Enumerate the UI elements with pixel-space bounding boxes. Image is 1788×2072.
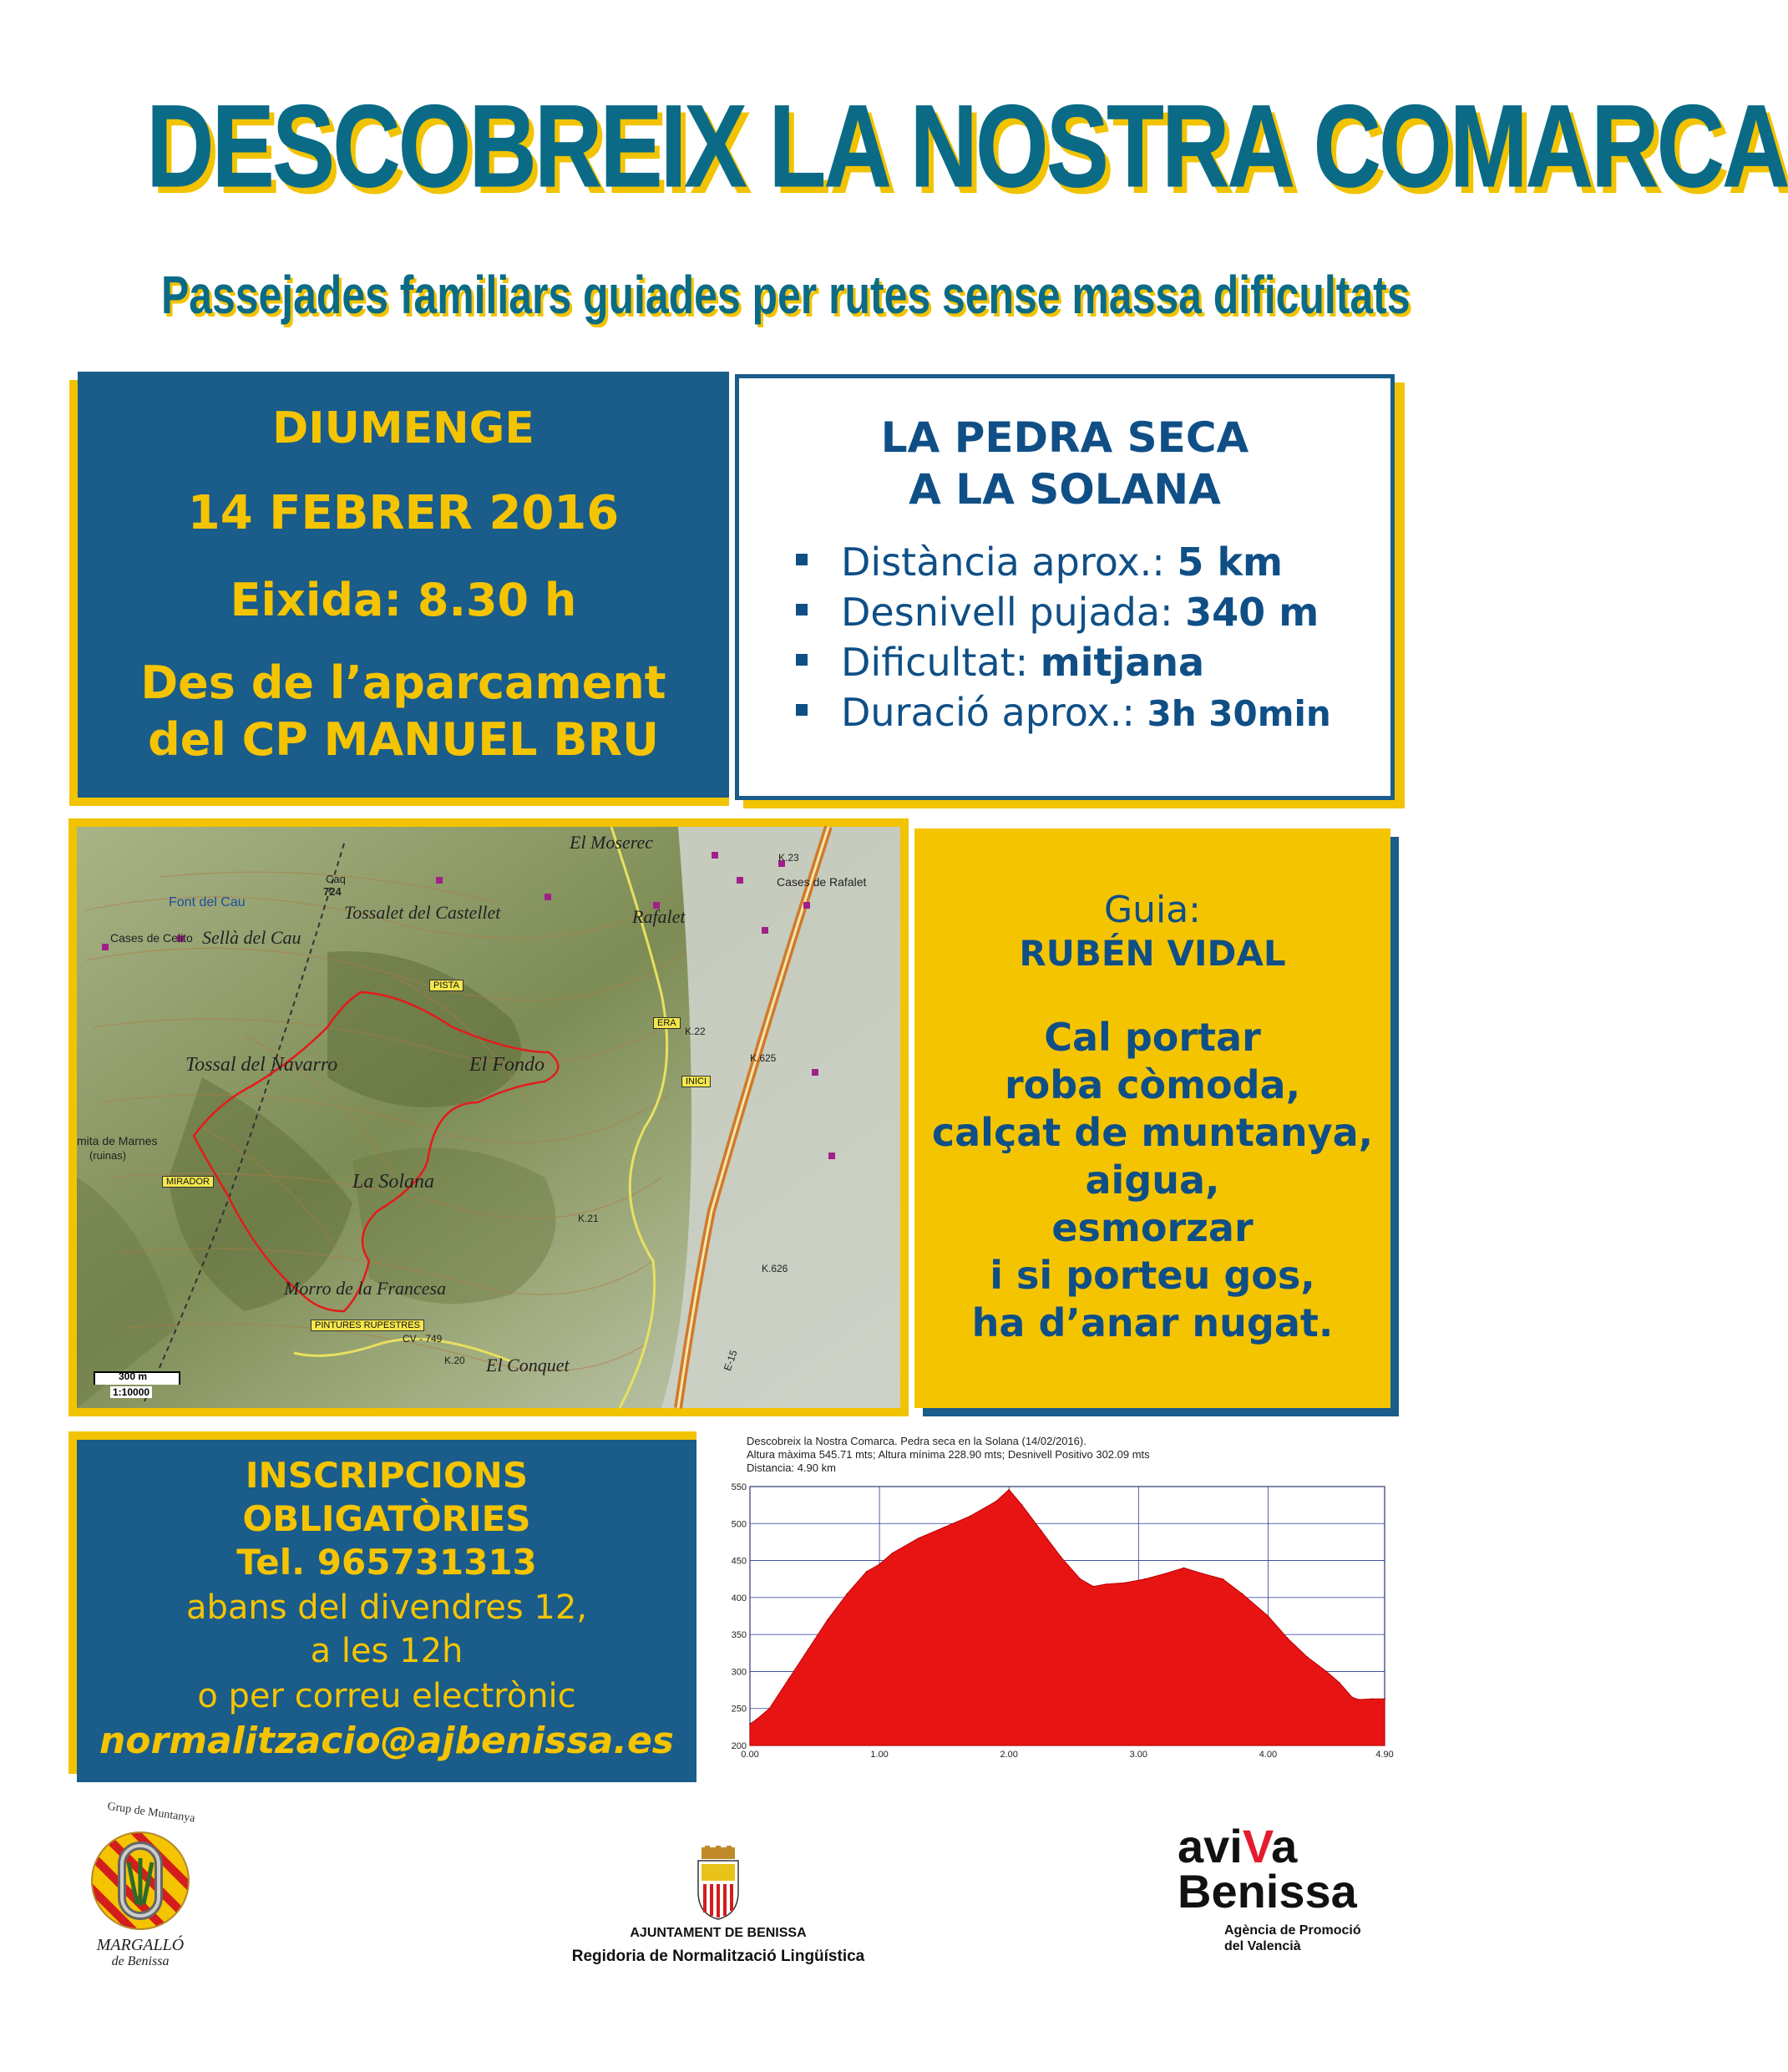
heart-v-icon: V: [1242, 1820, 1272, 1872]
requirement-line: esmorzar: [1051, 1205, 1254, 1250]
club-emblem: [73, 1804, 207, 1946]
elevation-point: [808, 1649, 809, 1650]
registration-email-link[interactable]: normalitzacio@ajbenissa.es: [99, 1720, 674, 1762]
ajuntament-name: AJUNTAMENT DE BENISSA: [630, 1926, 807, 1940]
agencia-line2: del Valencià: [1224, 1939, 1301, 1953]
bullet-icon: [796, 554, 808, 565]
elevation-point: [1203, 1573, 1204, 1575]
elevation-point: [1339, 1682, 1340, 1684]
map-label: Rafalet: [632, 906, 686, 927]
registration-deadline1: abans del divendres 12,: [185, 1588, 588, 1627]
requirement-line: i si porteu gos,: [990, 1253, 1315, 1298]
map-label: El Fondo: [469, 1054, 545, 1076]
elevation-point: [1306, 1656, 1308, 1658]
map-waypoint-era: ERA: [653, 1017, 681, 1029]
chart-stats: Altura màxima 545.71 mts; Altura mínima 228.90 mts; Desnivell Positivo 302.09 mts: [747, 1448, 1150, 1461]
map-label: mita de Marnes: [77, 1134, 158, 1147]
registration-box: [77, 1440, 696, 1782]
elevation-point: [892, 1553, 894, 1554]
elevation-point: [756, 1719, 757, 1720]
elevation-point: [768, 1708, 770, 1710]
elevation-point: [1242, 1593, 1243, 1595]
map-waypoint-pista: PISTA: [429, 980, 463, 991]
map-label: 724: [323, 885, 342, 898]
requirement-line: roba còmoda,: [1004, 1062, 1301, 1107]
map-label: K.626: [762, 1263, 788, 1274]
elevation-point: [1021, 1504, 1023, 1506]
club-logo: [73, 1800, 207, 1988]
elevation-point: [995, 1501, 997, 1502]
map-label: CV - 749: [403, 1333, 443, 1345]
club-name: MARGALLÓ: [96, 1936, 185, 1954]
elevation-point: [866, 1571, 868, 1573]
y-tick-label: 300: [731, 1667, 747, 1678]
chart-distance: Distancia: 4.90 km: [747, 1462, 836, 1474]
bullet-icon: [796, 704, 808, 716]
elevation-point: [1325, 1671, 1327, 1673]
registration-deadline2: a les 12h: [310, 1632, 463, 1670]
guide-requirements: [914, 1014, 1390, 1347]
elevation-point: [1358, 1699, 1360, 1700]
x-tick-label: 4.00: [1259, 1750, 1278, 1760]
benissa-wordmark: Benissa: [1178, 1865, 1357, 1917]
elevation-point: [1125, 1582, 1127, 1583]
bullet-icon: [796, 654, 808, 666]
elevation-point: [1183, 1568, 1185, 1569]
chart-title: Descobreix la Nostra Comarca. Pedra seca en la Solana (14/02/2016).: [747, 1435, 1086, 1447]
aviva-benissa-logo: [1178, 1821, 1428, 1963]
y-tick-label: 550: [731, 1482, 747, 1492]
route-box: [735, 374, 1395, 800]
elevation-point: [1268, 1615, 1269, 1617]
elevation-point: [1371, 1698, 1373, 1700]
elevation-point: [970, 1516, 971, 1517]
elevation-point: [788, 1678, 790, 1679]
map-waypoint-inici: INICI: [681, 1076, 711, 1087]
elevation-point: [1222, 1578, 1223, 1580]
elevation-point: [1287, 1638, 1289, 1639]
poster-title: DESCOBREIX LA NOSTRA COMARCA: [146, 80, 1788, 211]
elevation-point: [944, 1527, 945, 1528]
requirement-line: aigua,: [1085, 1158, 1220, 1203]
poster-subtitle: Passejades familiars guiades per rutes sense massa dificultats: [160, 265, 1411, 325]
club-top-text: Grup de Muntanya: [106, 1800, 196, 1826]
registration-phone: Tel. 965731313: [236, 1542, 537, 1583]
map-label: Cases de Celito: [110, 931, 193, 945]
registration-or-email: o per correu electrònic: [197, 1677, 576, 1715]
route-map: [77, 827, 900, 1408]
route-detail-distance: Distància aprox.: 5 km: [789, 537, 1374, 587]
map-label: Font del Cau: [169, 895, 246, 909]
elevation-point: [1041, 1530, 1042, 1532]
x-tick-label: 0.00: [741, 1750, 759, 1760]
map-scale-distance: 300 m: [119, 1370, 148, 1382]
elevation-point: [1384, 1698, 1385, 1700]
elevation-point: [847, 1593, 848, 1595]
map-label: (ruinas): [89, 1149, 127, 1162]
elevation-point: [1080, 1578, 1081, 1580]
guide-box: [914, 828, 1390, 1408]
event-place-line2: del CP MANUEL BRU: [148, 713, 659, 766]
elevation-point: [879, 1563, 880, 1565]
registration-title-line2: OBLIGATÒRIES: [242, 1498, 531, 1539]
y-tick-label: 450: [731, 1556, 747, 1567]
map-label: Caq: [326, 873, 346, 885]
map-waypoint-mirador: MIRADOR: [162, 1176, 214, 1188]
requirement-line: ha d’anar nugat.: [971, 1300, 1334, 1345]
elevation-point: [1144, 1578, 1146, 1580]
route-detail-elevation: Desnivell pujada: 340 m: [789, 587, 1374, 637]
y-tick-label: 200: [731, 1741, 747, 1751]
map-label: La Solana: [352, 1171, 435, 1193]
map-label: K.21: [578, 1213, 599, 1224]
map-label: El Conquet: [486, 1355, 570, 1375]
route-details-list: [789, 537, 1374, 739]
route-detail-duration: Duració aprox.: 3h 30min: [789, 687, 1374, 739]
x-tick-label: 3.00: [1129, 1750, 1148, 1760]
x-tick-label: 4.90: [1375, 1750, 1394, 1760]
map-label: K.23: [778, 852, 799, 864]
agencia-line1: Agència de Promoció: [1224, 1923, 1361, 1938]
map-label: K.22: [685, 1026, 706, 1037]
map-label: Cases de Rafalet: [777, 875, 867, 889]
event-departure: Eixida: 8.30 h: [230, 574, 577, 626]
elevation-point: [1164, 1573, 1166, 1575]
elevation-point: [749, 1724, 751, 1725]
map-label: Morro de la Francesa: [284, 1278, 447, 1299]
elevation-point: [1351, 1697, 1353, 1699]
requirement-line: Cal portar: [1044, 1015, 1261, 1060]
coat-of-arms-icon: [693, 1846, 743, 1921]
map-scale-ratio: 1:10000: [110, 1386, 152, 1398]
event-place-line1: Des de l’aparcament: [140, 656, 666, 709]
map-label: Tossal del Navarro: [185, 1054, 338, 1076]
elevation-chart-svg: [718, 1477, 1403, 1777]
x-tick-label: 1.00: [870, 1750, 889, 1760]
guide-label: Guia:: [1104, 889, 1201, 931]
map-label: Sellà del Cau: [202, 927, 301, 948]
y-tick-label: 400: [731, 1593, 747, 1603]
registration-title-line1: INSCRIPCIONS: [245, 1455, 529, 1496]
map-label: Tossalet del Castellet: [344, 902, 501, 923]
bullet-icon: [796, 604, 808, 616]
elevation-point: [827, 1619, 828, 1621]
map-waypoint-pintures: PINTURES RUPESTRES: [311, 1320, 424, 1331]
aviva-wordmark: aviVa: [1178, 1820, 1298, 1872]
regidoria-name: Regidoria de Normalització Lingüística: [571, 1948, 865, 1965]
elevation-chart: [718, 1435, 1403, 1777]
route-title-line2: A LA SOLANA: [909, 465, 1221, 514]
requirement-line: calçat de muntanya,: [931, 1110, 1374, 1155]
y-tick-label: 350: [731, 1630, 747, 1641]
elevation-point: [1092, 1586, 1094, 1588]
event-day: DIUMENGE: [272, 403, 534, 453]
y-tick-label: 500: [731, 1519, 747, 1530]
elevation-point: [918, 1538, 919, 1539]
ajuntament-block: [534, 1846, 902, 1979]
elevation-point: [1060, 1556, 1061, 1558]
route-detail-difficulty: Dificultat: mitjana: [789, 637, 1374, 687]
x-tick-label: 2.00: [1000, 1750, 1018, 1760]
route-title-line1: LA PEDRA SECA: [880, 413, 1249, 462]
map-label: El Moserec: [570, 832, 653, 853]
event-box: [78, 372, 729, 798]
y-tick-label: 250: [731, 1704, 747, 1715]
map-label: E-15: [721, 1348, 740, 1373]
map-label: K.20: [444, 1355, 465, 1366]
map-label: K.625: [750, 1052, 777, 1064]
club-town: de Benissa: [111, 1954, 170, 1968]
elevation-point: [1106, 1583, 1107, 1585]
guide-name: RUBÉN VIDAL: [1019, 933, 1286, 974]
elevation-point: [1008, 1489, 1010, 1491]
event-date: 14 FEBRER 2016: [187, 486, 620, 540]
